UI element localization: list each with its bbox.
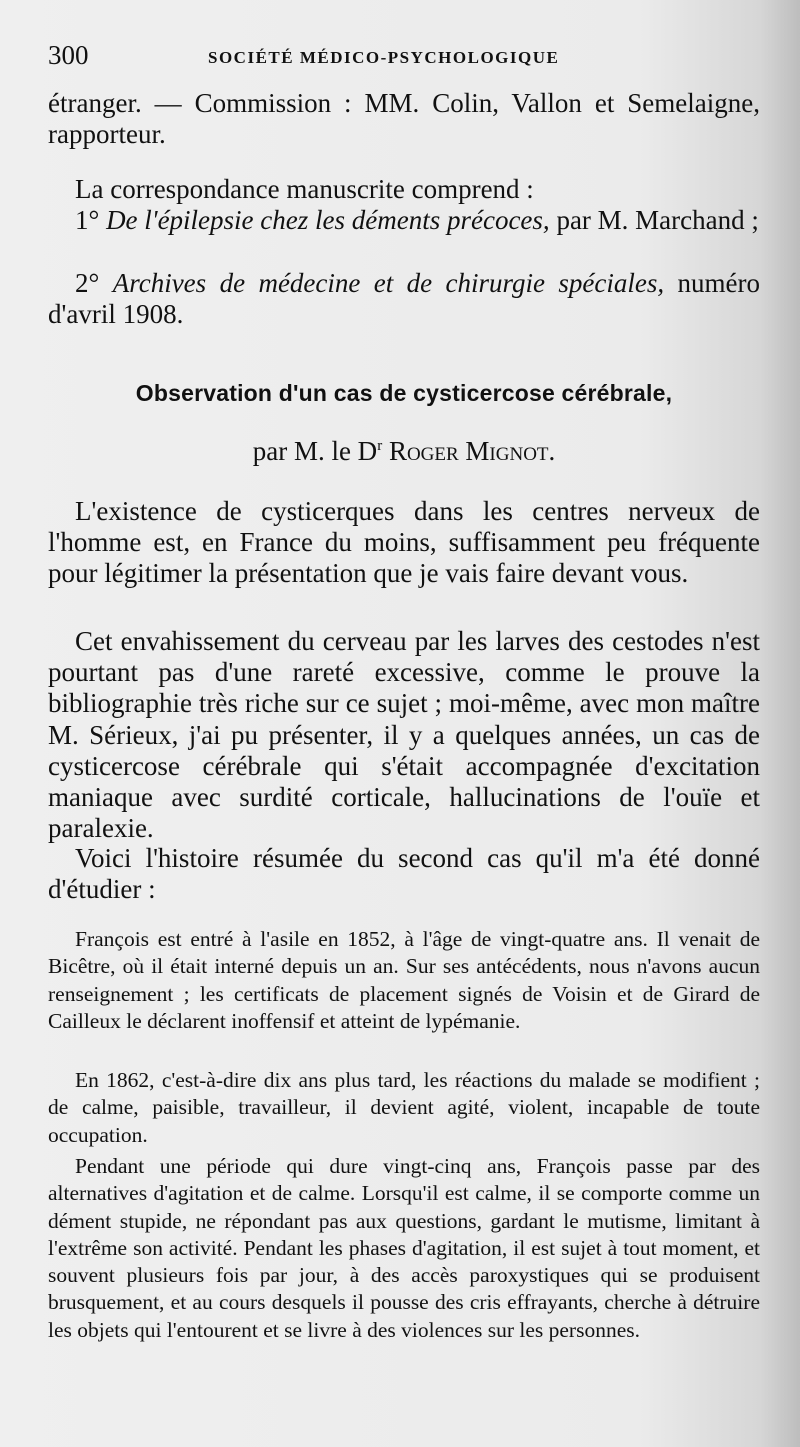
article-paragraph-3: Voici l'histoire résumée du second cas qu'il m'a été donné d'étudier : [48, 843, 760, 905]
item-title: De l'épilepsie chez les déments précoces, [106, 205, 550, 235]
item-rest: par M. Marchand ; [549, 205, 759, 235]
case-paragraph-2: En 1862, c'est-à-dire dix ans plus tard, les réactions du malade se modifient ; de calme, paisible, travailleur, il devient agité, violent, incapable de toute occupation. [48, 1068, 760, 1147]
intro-paragraph: étranger. — Commission : MM. Colin, Vallon et Semelaigne, rapporteur. [48, 88, 760, 150]
item-number: 1° [75, 205, 100, 235]
page-header [48, 40, 760, 74]
item-rest: numéro d'avril 1908. [48, 268, 760, 330]
item-number: 2° [75, 268, 100, 298]
correspondence-heading: La correspondance manuscrite comprend : [75, 174, 534, 204]
page-number: 300 [48, 40, 89, 70]
item-title: Archives de médecine et de chirurgie spéciales, [112, 268, 665, 298]
article-byline [48, 436, 760, 467]
article-paragraph-1: L'existence de cysticerques dans les centres nerveux de l'homme est, en France du moins, suffisamment peu fréquente pour légitimer la présentation que je vais faire devant vous. [48, 496, 760, 589]
byline-sup: r [377, 438, 383, 454]
article-title: Observation d'un cas de cysticercose cérébrale, [135, 380, 673, 406]
running-title: SOCIÉTÉ MÉDICO-PSYCHOLOGIQUE [208, 48, 560, 67]
case-paragraph-1: François est entré à l'asile en 1852, à l'âge de vingt-quatre ans. Il venait de Bicêtre, où il était interné depuis un an. Sur ses antécédents, nous n'avons aucun renseignement ; les certificats de placement signés de Voisin et de Girard de Cailleux le déclarent inoffensif et atteint de lypémanie. [48, 927, 760, 1033]
byline-prefix: par M. le D [252, 436, 378, 466]
author-name: Roger Mignot. [388, 436, 556, 466]
article-paragraph-2: Cet envahissement du cerveau par les larves des cestodes n'est pourtant pas d'une rareté excessive, comme le prouve la bibliographie très riche sur ce sujet ; moi-même, avec mon maître M. Sérieux, j'ai pu présenter, il y a quelques années, un cas de cysticercose cérébrale qui s'était accompagnée d'excitation maniaque avec surdité corticale, hallucinations de l'ouïe et paralexie. [48, 626, 760, 844]
case-paragraph-3: Pendant une période qui dure vingt-cinq ans, François passe par des alternatives d'agitation et de calme. Lorsqu'il est calme, il se comporte comme un dément stupide, ne répondant pas aux questions, gardant le mutisme, limitant à l'extrême son activité. Pendant les phases d'agitation, il est sujet à tout moment, et souvent plusieurs fois par jour, à des accès paroxystiques qui se produisent brusquement, et au cours desquels il pousse des cris effrayants, cherche à détruire les objets qui l'entourent et se livre à des violences sur les personnes. [48, 1154, 760, 1342]
correspondence-item-1 [48, 205, 760, 236]
correspondence-item-2 [48, 268, 760, 330]
